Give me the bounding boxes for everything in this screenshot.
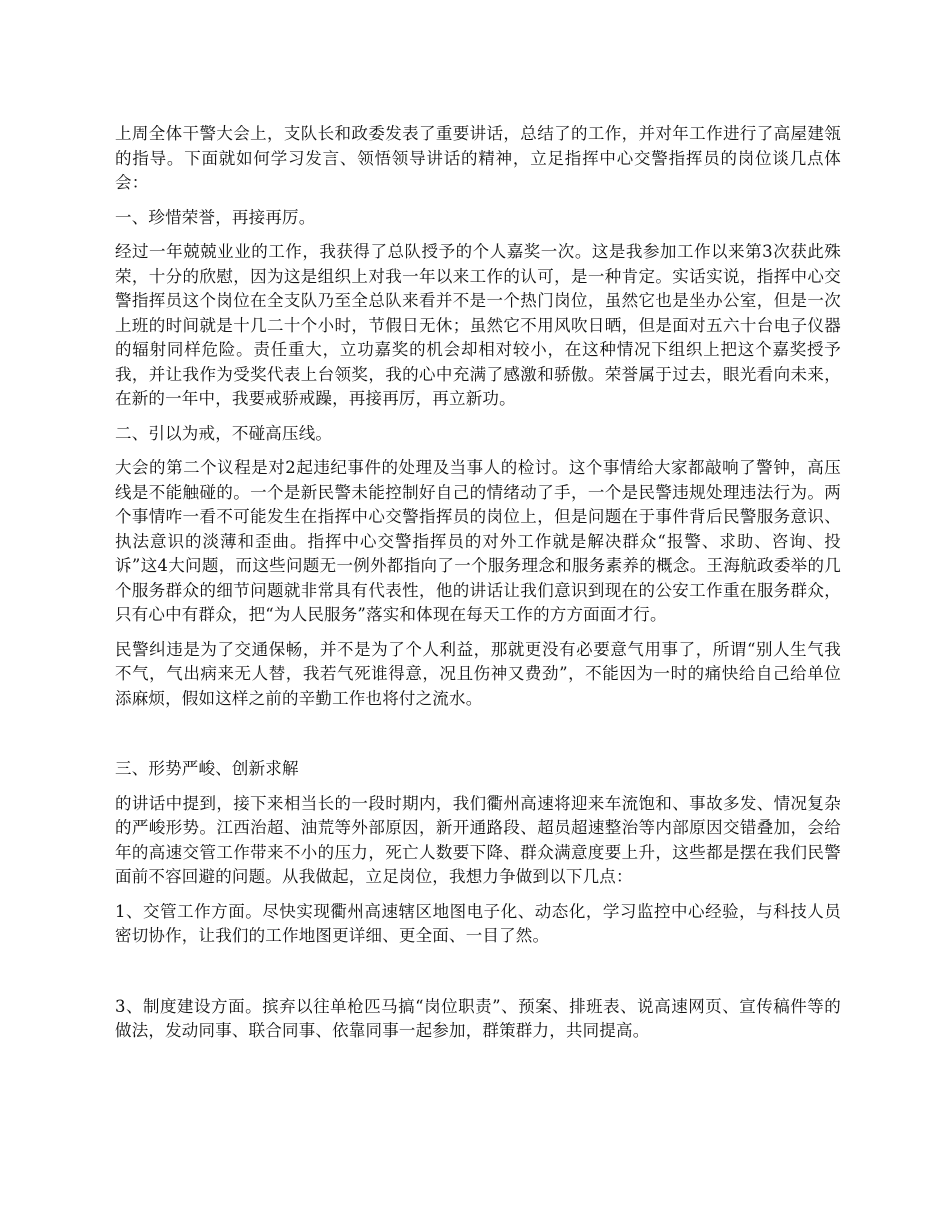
point-1-paragraph: 1、交管工作方面。尽快实现衢州高速辖区地图电子化、动态化，学习监控中心经验，与科技人员密切协作，让我们的工作地图更详细、更全面、一目了然。: [115, 901, 841, 945]
intro-paragraph: 上周全体干警大会上，支队长和政委发表了重要讲话，总结了的工作，并对年工作进行了高屋建瓴的指导。下面就如何学习发言、领悟领导讲话的精神，立足指挥中心交警指挥员的岗位谈几点体会：: [115, 124, 841, 192]
section-2-paragraph-1: 大会的第二个议程是对2起违纪事件的处理及当事人的检讨。这个事情给大家都敲响了警钟，高压线是不能触碰的。一个是新民警未能控制好自己的情绪动了手，一个是民警违规处理违法行为。两个事情咋一看不可能发生在指挥中心交警指挥员的岗位上，但是问题在于事件背后民警服务意识、执法意识的淡薄和歪曲。指挥中心交警指挥员的对外工作就是解决群众“报警、求助、咨询、投诉”这4大问题，而这些问题无一例外都指向了一个服务理念和服务素养的概念。王海航政委举的几个服务群众的细节问题就非常具有代表性，他的讲话让我们意识到现在的公安工作重在服务群众，只有心中有群众，把“为人民服务”落实和体现在每天工作的方方面面才行。: [115, 458, 841, 624]
section-2-paragraph-2: 民警纠违是为了交通保畅，并不是为了个人利益，那就更没有必要意气用事了，所谓“别人生气我不气，气出病来无人替，我若气死谁得意，况且伤神又费劲”，不能因为一时的痛快给自己给单位添麻烦，假如这样之前的辛勤工作也将付之流水。: [115, 639, 841, 708]
document-body: [115, 122, 841, 1054]
section-heading-1: 一、珍惜荣誉，再接再厉。: [115, 207, 316, 227]
blank-line: [115, 721, 841, 757]
section-heading-3: 三、形势严峻、创新求解: [115, 759, 299, 778]
point-3-paragraph: 3、制度建设方面。摈弃以往单枪匹马搞“岗位职责”、预案、排班表、说高速网页、宣传稿件等的做法，发动同事、联合同事、依靠同事一起参加，群策群力，共同提高。: [115, 996, 841, 1040]
section-1-paragraph: 经过一年兢兢业业的工作，我获得了总队授予的个人嘉奖一次。这是我参加工作以来第3次获此殊荣，十分的欣慰，因为这是组织上对我一年以来工作的认可，是一种肯定。实话实说，指挥中心交警指挥员这个岗位在全支队乃至全总队来看并不是一个热门岗位，虽然它也是坐办公室，但是一次上班的时间就是十几二十个小时，节假日无休；虽然它不用风吹日晒，但是面对五六十台电子仪器的辐射同样危险。责任重大，立功嘉奖的机会却相对较小，在这种情况下组织上把这个嘉奖授予我，并让我作为受奖代表上台领奖，我的心中充满了感激和骄傲。荣誉属于过去，眼光看向未来，在新的一年中，我要戒骄戒躁，再接再厉，再立新功。: [115, 242, 841, 408]
blank-line: [115, 959, 841, 995]
section-heading-2: 二、引以为戒，不碰高压线。: [115, 423, 333, 443]
section-3-paragraph: 的讲话中提到，接下来相当长的一段时期内，我们衢州高速将迎来车流饱和、事故多发、情况复杂的严峻形势。江西治超、油荒等外部原因，新开通路段、超员超速整治等内部原因交错叠加，会给年的高速交管工作带来不小的压力，死亡人数要下降、群众满意度要上升，这些都是摆在我们民警面前不容回避的问题。从我做起，立足岗位，我想力争做到以下几点：: [115, 793, 841, 886]
